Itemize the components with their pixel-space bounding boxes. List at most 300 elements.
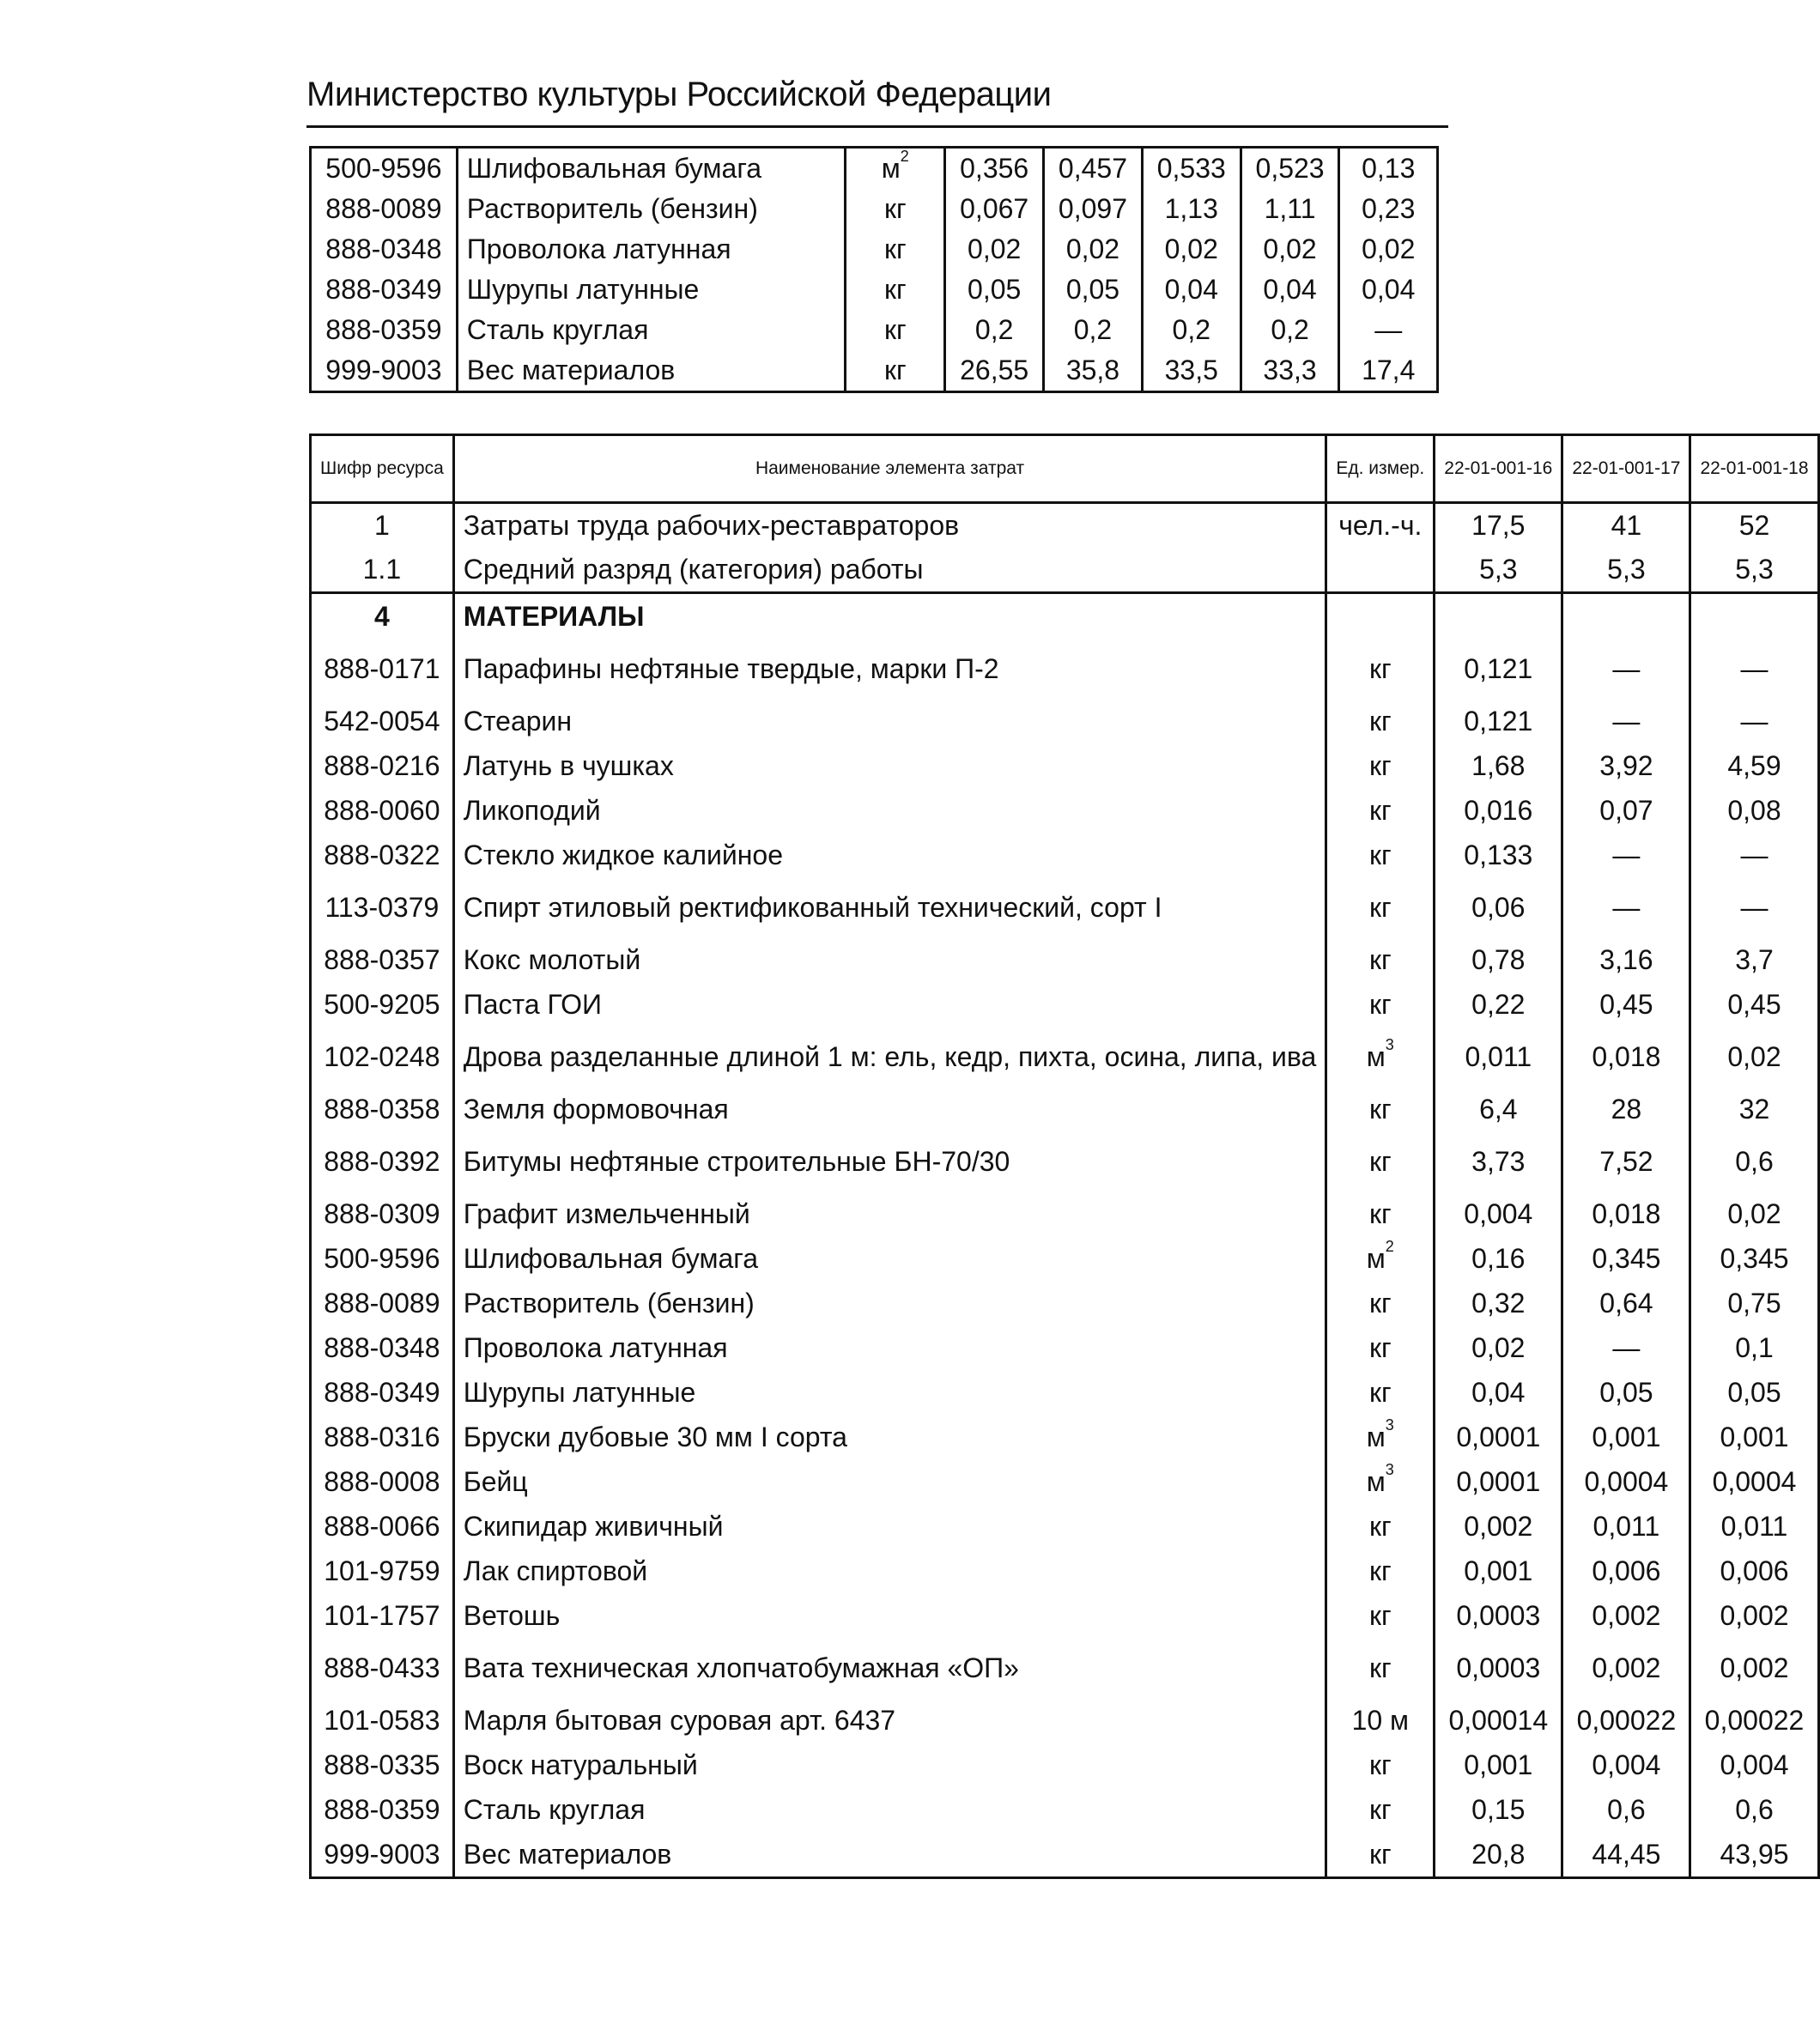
value-cell: 0,07	[1562, 788, 1690, 833]
resources-table	[309, 433, 1820, 1879]
value-cell: 17,4	[1339, 350, 1438, 392]
code-cell: 888-0216	[324, 749, 440, 781]
value-cell: 0,00014	[1435, 1698, 1562, 1743]
unit-cell	[1326, 1698, 1435, 1743]
table-row	[311, 1281, 1819, 1325]
unit-cell	[1326, 1787, 1435, 1832]
name-cell: Бейц	[453, 1459, 1326, 1504]
value-cell: 0,356	[945, 148, 1044, 190]
value-cell: 0,02	[1690, 1191, 1818, 1236]
value-cell: 0,018	[1562, 1027, 1690, 1087]
code-cell: 102-0248	[324, 1040, 440, 1072]
unit-label: кг	[1368, 891, 1392, 923]
value-cell: 17,5	[1435, 503, 1562, 549]
value-cell: 3,92	[1562, 743, 1690, 788]
value-cell: 0,016	[1435, 788, 1562, 833]
unit-cell	[846, 229, 945, 270]
table-row	[311, 1743, 1819, 1787]
value-cell: 0,22	[1435, 982, 1562, 1027]
value-cell: 0,32	[1435, 1281, 1562, 1325]
name-cell: Шлифовальная бумага	[453, 1236, 1326, 1281]
value-cell: 0,002	[1690, 1638, 1818, 1698]
unit-cell	[1326, 877, 1435, 937]
table-row	[311, 1191, 1819, 1236]
table-row	[311, 1236, 1819, 1281]
code-cell: 101-0583	[324, 1704, 440, 1736]
code-cell: 888-0358	[324, 1093, 440, 1125]
code-cell: 999-9003	[324, 1838, 440, 1870]
unit-label: кг	[1368, 1793, 1392, 1825]
unit-label: кг	[883, 314, 907, 345]
unit-label: кг	[883, 233, 907, 264]
section-row-materials	[311, 593, 1819, 640]
unit-label: м	[1366, 1421, 1386, 1452]
value-cell: 26,55	[945, 350, 1044, 392]
value-cell: 0,04	[1142, 270, 1241, 310]
value-cell: 0,05	[1690, 1370, 1818, 1415]
unit-label: м	[1366, 1465, 1386, 1497]
empty-cell	[1435, 593, 1562, 640]
value-cell: 0,001	[1690, 1415, 1818, 1459]
unit-label: кг	[1368, 749, 1392, 781]
name-cell: Вес материалов	[453, 1832, 1326, 1878]
name-cell: Стекло жидкое калийное	[453, 833, 1326, 877]
value-cell: 0,001	[1435, 1549, 1562, 1593]
value-cell: —	[1339, 310, 1438, 350]
value-cell: 0,018	[1562, 1191, 1690, 1236]
table-row	[311, 1131, 1819, 1191]
unit-label: кг	[1368, 1749, 1392, 1780]
table-row	[311, 743, 1819, 788]
value-cell: 7,52	[1562, 1131, 1690, 1191]
value-cell: 0,001	[1435, 1743, 1562, 1787]
table-row	[311, 788, 1819, 833]
value-cell: 0,04	[1435, 1370, 1562, 1415]
value-cell: 0,0003	[1435, 1593, 1562, 1638]
code-cell: 888-0433	[324, 1652, 440, 1683]
value-cell: 3,7	[1690, 937, 1818, 982]
value-cell: 0,02	[1690, 1027, 1818, 1087]
code-cell: 888-0359	[325, 314, 442, 345]
page-title: Министерство культуры Российской Федерации	[306, 76, 1052, 113]
name-cell: Шурупы латунные	[453, 1370, 1326, 1415]
section-code: 4	[373, 600, 390, 632]
value-cell: 0,00022	[1562, 1698, 1690, 1743]
header-col-16: 22-01-001-16	[1435, 435, 1562, 503]
table-row	[311, 1698, 1819, 1743]
table-header-row	[311, 435, 1819, 503]
value-cell: 3,16	[1562, 937, 1690, 982]
header-col-18: 22-01-001-18	[1690, 435, 1818, 503]
table-row	[311, 1593, 1819, 1638]
value-cell: 4,59	[1690, 743, 1818, 788]
name-cell: Растворитель (бензин)	[457, 189, 846, 229]
unit-cell	[846, 148, 945, 190]
value-cell: 33,3	[1241, 350, 1339, 392]
name-cell: Ликоподий	[453, 788, 1326, 833]
value-cell: 0,0003	[1435, 1638, 1562, 1698]
name-cell: Воск натуральный	[453, 1743, 1326, 1787]
unit-cell	[1326, 1131, 1435, 1191]
table-row	[311, 148, 1438, 190]
unit-label: кг	[1368, 1093, 1392, 1125]
name-cell: Парафины нефтяные твердые, марки П-2	[453, 639, 1326, 699]
value-cell: 0,345	[1562, 1236, 1690, 1281]
value-cell: 6,4	[1435, 1087, 1562, 1131]
code-cell: 1.1	[311, 548, 454, 593]
unit-label: м	[1366, 1242, 1386, 1274]
name-cell: Проволока латунная	[457, 229, 846, 270]
value-cell: 5,3	[1435, 548, 1562, 593]
unit-cell	[1326, 699, 1435, 743]
value-cell: 43,95	[1690, 1832, 1818, 1878]
name-cell: Стеарин	[453, 699, 1326, 743]
value-cell: 0,006	[1562, 1549, 1690, 1593]
value-cell: 0,523	[1241, 148, 1339, 190]
unit-label: 10 м	[1351, 1704, 1410, 1736]
code-cell: 500-9596	[325, 153, 442, 184]
unit-label: кг	[1368, 1376, 1392, 1408]
value-cell: 1,11	[1241, 189, 1339, 229]
unit-cell	[1326, 1370, 1435, 1415]
value-cell: 0,097	[1044, 189, 1143, 229]
value-cell: 0,002	[1562, 1593, 1690, 1638]
value-cell: 1,68	[1435, 743, 1562, 788]
unit-cell	[1326, 743, 1435, 788]
name-cell: Сталь круглая	[457, 310, 846, 350]
table-row	[311, 982, 1819, 1027]
table-row	[311, 350, 1438, 392]
value-cell: 0,2	[945, 310, 1044, 350]
unit-label: кг	[1368, 1510, 1392, 1542]
value-cell: 0,04	[1339, 270, 1438, 310]
table-row	[311, 937, 1819, 982]
code-cell: 888-0357	[324, 943, 440, 975]
header-col-17: 22-01-001-17	[1562, 435, 1690, 503]
value-cell: 1,13	[1142, 189, 1241, 229]
value-cell: 0,0001	[1435, 1459, 1562, 1504]
table-row	[311, 877, 1819, 937]
name-cell: Паста ГОИ	[453, 982, 1326, 1027]
name-cell: Земля формовочная	[453, 1087, 1326, 1131]
unit-label: кг	[1368, 1287, 1392, 1319]
name-cell: Проволока латунная	[453, 1325, 1326, 1370]
value-cell: 5,3	[1690, 548, 1818, 593]
unit-label: м	[881, 153, 901, 184]
code-cell: 101-9759	[324, 1555, 440, 1586]
unit-cell	[1326, 1459, 1435, 1504]
unit-cell	[846, 270, 945, 310]
name-cell: Кокс молотый	[453, 937, 1326, 982]
value-cell: 0,002	[1562, 1638, 1690, 1698]
resources-table-continued	[309, 146, 1439, 393]
code-cell: 999-9003	[325, 355, 442, 385]
value-cell: 0,002	[1435, 1504, 1562, 1549]
value-cell: 0,6	[1690, 1787, 1818, 1832]
title-rule	[306, 125, 1448, 128]
table-row	[311, 1638, 1819, 1698]
value-cell: 0,05	[945, 270, 1044, 310]
unit-cell	[846, 310, 945, 350]
value-cell: 0,067	[945, 189, 1044, 229]
name-cell: Шлифовальная бумага	[457, 148, 846, 190]
value-cell: 0,457	[1044, 148, 1143, 190]
value-cell: 0,011	[1690, 1504, 1818, 1549]
unit-label: кг	[1368, 705, 1392, 737]
value-cell: 32	[1690, 1087, 1818, 1131]
name-cell: Бруски дубовые 30 мм I сорта	[453, 1415, 1326, 1459]
value-cell: 0,64	[1562, 1281, 1690, 1325]
value-cell: 0,75	[1690, 1281, 1818, 1325]
value-cell: 0,06	[1435, 877, 1562, 937]
value-cell: —	[1562, 699, 1690, 743]
table-row	[311, 699, 1819, 743]
unit-superscript: 3	[1385, 1035, 1394, 1053]
value-cell: 0,2	[1142, 310, 1241, 350]
value-cell: 0,002	[1690, 1593, 1818, 1638]
value-cell: 0,011	[1562, 1504, 1690, 1549]
unit-cell	[846, 189, 945, 229]
value-cell: 0,001	[1562, 1415, 1690, 1459]
code-cell: 888-0392	[324, 1145, 440, 1177]
code-cell: 888-0359	[324, 1793, 440, 1825]
code-cell: 888-0089	[324, 1287, 440, 1319]
value-cell: —	[1690, 833, 1818, 877]
name-cell: Затраты труда рабочих-реставраторов	[453, 503, 1326, 549]
table-row	[311, 1787, 1819, 1832]
code-cell: 888-0348	[325, 233, 442, 264]
unit-label: кг	[883, 274, 907, 305]
table-row	[311, 1325, 1819, 1370]
unit-label: м	[1366, 1040, 1386, 1072]
value-cell: 28	[1562, 1087, 1690, 1131]
unit-cell	[1326, 639, 1435, 699]
value-cell: 0,16	[1435, 1236, 1562, 1281]
unit-cell	[1326, 937, 1435, 982]
header-unit: Ед. измер.	[1326, 435, 1435, 503]
value-cell: 0,00022	[1690, 1698, 1818, 1743]
code-cell: 500-9205	[324, 988, 440, 1020]
unit-label: кг	[1368, 1331, 1392, 1363]
unit-cell	[1326, 788, 1435, 833]
code-cell: 888-0060	[324, 794, 440, 826]
table-row	[311, 1087, 1819, 1131]
code-cell: 101-1757	[324, 1599, 440, 1631]
value-cell: 0,133	[1435, 833, 1562, 877]
unit-cell: чел.-ч.	[1326, 503, 1435, 549]
unit-cell	[846, 350, 945, 392]
code-cell: 113-0379	[325, 891, 440, 923]
unit-label: кг	[1368, 1555, 1392, 1586]
table-row	[311, 1504, 1819, 1549]
table-row	[311, 310, 1438, 350]
name-cell: Средний разряд (категория) работы	[453, 548, 1326, 593]
name-cell: Лак спиртовой	[453, 1549, 1326, 1593]
value-cell: 0,2	[1044, 310, 1143, 350]
value-cell: 0,78	[1435, 937, 1562, 982]
value-cell: 0,02	[1044, 229, 1143, 270]
name-cell: Скипидар живичный	[453, 1504, 1326, 1549]
unit-label: кг	[1368, 988, 1392, 1020]
unit-cell	[1326, 833, 1435, 877]
unit-label: кг	[1368, 1838, 1392, 1870]
value-cell: 35,8	[1044, 350, 1143, 392]
code-cell: 542-0054	[324, 705, 440, 737]
code-cell: 888-0089	[325, 193, 442, 224]
value-cell: 0,0004	[1562, 1459, 1690, 1504]
value-cell: 0,05	[1562, 1370, 1690, 1415]
value-cell: 0,004	[1562, 1743, 1690, 1787]
unit-cell	[1326, 1087, 1435, 1131]
code-cell: 888-0309	[324, 1197, 440, 1229]
name-cell: Вес материалов	[457, 350, 846, 392]
name-cell: Растворитель (бензин)	[453, 1281, 1326, 1325]
value-cell: 0,006	[1690, 1549, 1818, 1593]
value-cell: 0,011	[1435, 1027, 1562, 1087]
table-row	[311, 833, 1819, 877]
value-cell: 0,15	[1435, 1787, 1562, 1832]
value-cell: 0,23	[1339, 189, 1438, 229]
code-cell: 888-0348	[324, 1331, 440, 1363]
value-cell: 20,8	[1435, 1832, 1562, 1878]
value-cell: 0,1	[1690, 1325, 1818, 1370]
value-cell: —	[1690, 699, 1818, 743]
name-cell: Спирт этиловый ректификованный технический, сорт I	[453, 877, 1326, 937]
value-cell: 5,3	[1562, 548, 1690, 593]
value-cell: 0,45	[1562, 982, 1690, 1027]
code-cell: 888-0349	[324, 1376, 440, 1408]
code-cell: 888-0008	[324, 1465, 440, 1497]
unit-cell	[1326, 1638, 1435, 1698]
unit-label: кг	[883, 193, 907, 224]
section-title: МАТЕРИАЛЫ	[453, 593, 1326, 640]
value-cell: 0,0001	[1435, 1415, 1562, 1459]
value-cell: 0,004	[1435, 1191, 1562, 1236]
unit-cell	[1326, 1832, 1435, 1878]
header-code: Шифр ресурса	[311, 435, 454, 503]
name-cell: Латунь в чушках	[453, 743, 1326, 788]
code-cell: 888-0349	[325, 274, 442, 305]
value-cell: 0,533	[1142, 148, 1241, 190]
value-cell: 0,0004	[1690, 1459, 1818, 1504]
value-cell: —	[1562, 1325, 1690, 1370]
labor-row	[311, 503, 1819, 549]
value-cell: 0,345	[1690, 1236, 1818, 1281]
value-cell: —	[1562, 833, 1690, 877]
unit-label: кг	[1368, 794, 1392, 826]
code-cell: 888-0316	[324, 1421, 440, 1452]
value-cell: 0,13	[1339, 148, 1438, 190]
unit-cell	[1326, 1593, 1435, 1638]
empty-cell	[1690, 593, 1818, 640]
unit-label: кг	[1368, 839, 1392, 870]
value-cell: 44,45	[1562, 1832, 1690, 1878]
name-cell: Марля бытовая суровая арт. 6437	[453, 1698, 1326, 1743]
unit-label: кг	[1368, 1652, 1392, 1683]
value-cell: 33,5	[1142, 350, 1241, 392]
table-row	[311, 1415, 1819, 1459]
value-cell: 0,05	[1044, 270, 1143, 310]
table-row	[311, 229, 1438, 270]
unit-cell	[1326, 1415, 1435, 1459]
value-cell: 52	[1690, 503, 1818, 549]
value-cell: —	[1690, 639, 1818, 699]
unit-cell	[1326, 1236, 1435, 1281]
code-cell: 1	[373, 510, 390, 541]
table-row	[311, 639, 1819, 699]
table-row	[311, 1027, 1819, 1087]
unit-superscript: 2	[1385, 1237, 1394, 1255]
header-name: Наименование элемента затрат	[453, 435, 1326, 503]
labor-row	[311, 548, 1819, 593]
unit-cell	[1326, 548, 1435, 593]
unit-superscript: 2	[900, 148, 909, 165]
unit-cell	[1326, 1281, 1435, 1325]
unit-superscript: 3	[1385, 1460, 1394, 1478]
value-cell: 0,2	[1241, 310, 1339, 350]
name-cell: Вата техническая хлопчатобумажная «ОП»	[453, 1638, 1326, 1698]
unit-cell	[1326, 1325, 1435, 1370]
value-cell: —	[1690, 877, 1818, 937]
value-cell: —	[1562, 639, 1690, 699]
table-row	[311, 270, 1438, 310]
value-cell: 0,02	[1435, 1325, 1562, 1370]
code-cell: 888-0066	[324, 1510, 440, 1542]
table-row	[311, 1459, 1819, 1504]
value-cell: 0,02	[1142, 229, 1241, 270]
value-cell: 0,121	[1435, 639, 1562, 699]
unit-label: кг	[1368, 1145, 1392, 1177]
name-cell: Ветошь	[453, 1593, 1326, 1638]
value-cell: 0,45	[1690, 982, 1818, 1027]
unit-label: кг	[1368, 1599, 1392, 1631]
unit-cell	[1326, 1504, 1435, 1549]
value-cell: 0,02	[1339, 229, 1438, 270]
code-cell: 888-0335	[324, 1749, 440, 1780]
unit-cell	[1326, 1027, 1435, 1087]
value-cell: 0,6	[1562, 1787, 1690, 1832]
unit-superscript: 3	[1385, 1416, 1394, 1434]
table-row	[311, 1370, 1819, 1415]
value-cell: 0,02	[945, 229, 1044, 270]
code-cell: 500-9596	[324, 1242, 440, 1274]
name-cell: Графит измельченный	[453, 1191, 1326, 1236]
empty-cell	[1562, 593, 1690, 640]
code-cell: 888-0322	[324, 839, 440, 870]
value-cell: —	[1562, 877, 1690, 937]
unit-cell	[1326, 982, 1435, 1027]
value-cell: 41	[1562, 503, 1690, 549]
value-cell: 0,004	[1690, 1743, 1818, 1787]
value-cell: 0,08	[1690, 788, 1818, 833]
name-cell: Шурупы латунные	[457, 270, 846, 310]
unit-label: кг	[1368, 943, 1392, 975]
name-cell: Дрова разделанные длиной 1 м: ель, кедр, пихта, осина, липа, ива	[453, 1027, 1326, 1087]
value-cell: 3,73	[1435, 1131, 1562, 1191]
unit-label: кг	[1368, 1197, 1392, 1229]
value-cell: 0,04	[1241, 270, 1339, 310]
table-row	[311, 189, 1438, 229]
value-cell: 0,6	[1690, 1131, 1818, 1191]
name-cell: Сталь круглая	[453, 1787, 1326, 1832]
code-cell: 888-0171	[324, 652, 440, 684]
unit-label: кг	[883, 355, 907, 385]
name-cell: Битумы нефтяные строительные БН-70/30	[453, 1131, 1326, 1191]
unit-cell	[1326, 1743, 1435, 1787]
table-row	[311, 1832, 1819, 1878]
value-cell: 0,121	[1435, 699, 1562, 743]
table-row	[311, 1549, 1819, 1593]
